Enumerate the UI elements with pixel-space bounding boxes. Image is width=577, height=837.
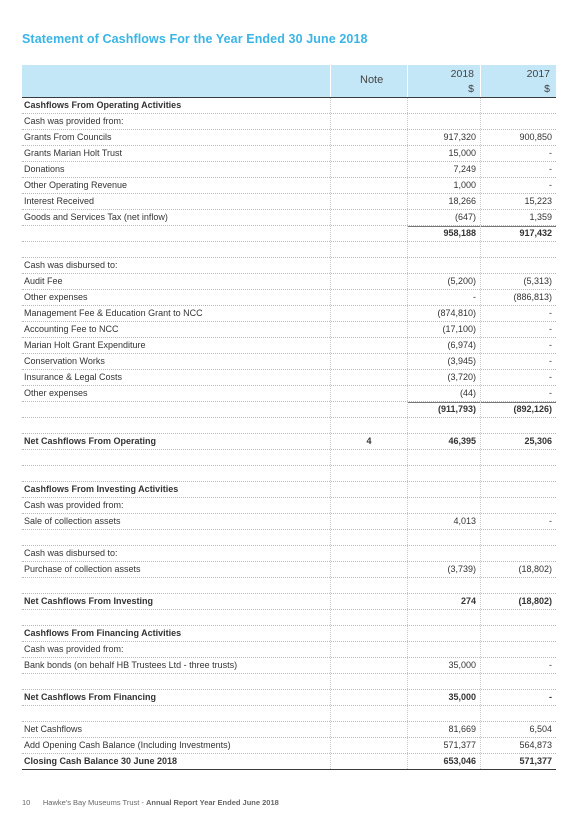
row-value-2017: 900,850 xyxy=(519,132,552,142)
table-row xyxy=(22,418,556,434)
row-value-2018 xyxy=(408,610,476,625)
row-value-2017: 564,873 xyxy=(519,740,552,750)
table-row xyxy=(22,178,556,194)
row-label: Cash was disbursed to: xyxy=(24,548,118,558)
row-value-2017 xyxy=(481,642,552,657)
row-value-2017: - xyxy=(549,692,552,702)
row-value-2017: - xyxy=(549,180,552,190)
row-note xyxy=(334,514,404,529)
row-note xyxy=(334,722,404,737)
table-row xyxy=(22,370,556,386)
row-label: Cash was provided from: xyxy=(24,644,124,654)
row-label: Goods and Services Tax (net inflow) xyxy=(24,212,168,222)
table-row xyxy=(22,610,556,626)
row-note xyxy=(334,530,404,545)
header-note: Note xyxy=(360,74,384,86)
table-row xyxy=(22,434,556,450)
row-value-2018: 917,320 xyxy=(443,132,476,142)
row-note xyxy=(334,546,404,561)
row-value-2017 xyxy=(481,258,552,273)
table-row xyxy=(22,498,556,514)
table-row xyxy=(22,210,556,226)
table-header xyxy=(22,65,556,98)
row-note xyxy=(334,402,404,417)
row-label xyxy=(24,466,329,481)
table-row xyxy=(22,194,556,210)
row-note xyxy=(334,738,404,753)
row-value-2017: - xyxy=(549,372,552,382)
table-row xyxy=(22,578,556,594)
row-label: Other expenses xyxy=(24,292,88,302)
row-note xyxy=(334,754,404,769)
table-row xyxy=(22,642,556,658)
row-label: Management Fee & Education Grant to NCC xyxy=(24,308,203,318)
row-value-2018 xyxy=(408,242,476,257)
page-number: 10 xyxy=(22,798,31,807)
row-note xyxy=(334,258,404,273)
row-label xyxy=(24,578,329,593)
row-label: Net Cashflows From Financing xyxy=(24,692,157,702)
row-value-2017 xyxy=(481,498,552,513)
row-label: Cashflows From Financing Activities xyxy=(24,628,182,638)
row-note xyxy=(334,386,404,401)
table-row xyxy=(22,274,556,290)
row-label: Donations xyxy=(24,164,65,174)
row-value-2017 xyxy=(481,546,552,561)
row-label: Grants From Councils xyxy=(24,132,112,142)
row-note xyxy=(334,498,404,513)
row-note xyxy=(334,482,404,497)
row-value-2018: 1,000 xyxy=(453,180,476,190)
row-value-2018: 46,395 xyxy=(448,436,476,446)
table-row xyxy=(22,482,556,498)
table-row xyxy=(22,242,556,258)
row-label: Sale of collection assets xyxy=(24,516,121,526)
row-value-2017 xyxy=(481,530,552,545)
row-note xyxy=(334,242,404,257)
table-row xyxy=(22,594,556,610)
row-label: Other expenses xyxy=(24,388,88,398)
row-label: Insurance & Legal Costs xyxy=(24,372,123,382)
row-note xyxy=(334,562,404,577)
row-note xyxy=(334,626,404,641)
row-label: Marian Holt Grant Expenditure xyxy=(24,340,146,350)
row-value-2017: (886,813) xyxy=(513,292,552,302)
row-value-2018: (911,793) xyxy=(437,404,476,414)
table-row xyxy=(22,514,556,530)
table-row xyxy=(22,530,556,546)
table-row xyxy=(22,738,556,754)
table-row xyxy=(22,114,556,130)
row-value-2018: 18,266 xyxy=(448,196,476,206)
row-note xyxy=(334,194,404,209)
row-value-2017 xyxy=(481,578,552,593)
row-value-2018 xyxy=(408,546,476,561)
row-value-2018: (874,810) xyxy=(437,308,476,318)
row-value-2018: 653,046 xyxy=(443,756,476,766)
row-note xyxy=(334,706,404,721)
row-note xyxy=(334,162,404,177)
table-row xyxy=(22,402,556,418)
row-value-2017: 6,504 xyxy=(529,724,552,734)
row-value-2017: 571,377 xyxy=(519,756,552,766)
row-note xyxy=(334,658,404,673)
row-label: Closing Cash Balance 30 June 2018 xyxy=(24,756,178,766)
row-value-2017: - xyxy=(549,308,552,318)
row-value-2018: 274 xyxy=(460,596,476,606)
row-value-2018: - xyxy=(473,292,476,302)
row-label: Accounting Fee to NCC xyxy=(24,324,119,334)
row-value-2018 xyxy=(408,450,476,465)
footer-report: Annual Report Year Ended June 2018 xyxy=(146,798,279,807)
header-currency-2017: $ xyxy=(544,83,550,95)
table-row xyxy=(22,146,556,162)
row-value-2018 xyxy=(408,674,476,689)
row-label: Interest Received xyxy=(24,196,95,206)
row-value-2018: (3,720) xyxy=(447,372,476,382)
row-note xyxy=(334,338,404,353)
table-row xyxy=(22,306,556,322)
row-label: Add Opening Cash Balance (Including Investments) xyxy=(24,740,231,750)
row-label: Cashflows From Investing Activities xyxy=(24,484,179,494)
header-2018: 2018 xyxy=(450,68,474,80)
row-value-2018: (647) xyxy=(454,212,476,222)
row-value-2018 xyxy=(408,114,476,129)
row-value-2018 xyxy=(408,642,476,657)
row-value-2018: 35,000 xyxy=(448,692,476,702)
row-value-2017 xyxy=(481,418,552,433)
row-value-2018: 4,013 xyxy=(453,516,476,526)
row-value-2017: 1,359 xyxy=(529,212,552,222)
row-value-2018: 15,000 xyxy=(448,148,476,158)
row-note xyxy=(334,226,404,241)
row-note xyxy=(334,114,404,129)
row-value-2017: - xyxy=(549,356,552,366)
table-row xyxy=(22,226,556,242)
row-value-2017: - xyxy=(549,660,552,670)
row-note xyxy=(334,306,404,321)
table-row xyxy=(22,674,556,690)
row-label xyxy=(24,674,329,689)
table-row xyxy=(22,162,556,178)
row-value-2017 xyxy=(481,98,552,113)
row-value-2018: (44) xyxy=(459,388,476,398)
row-label: Net Cashflows xyxy=(24,724,83,734)
row-label xyxy=(24,242,329,257)
row-note xyxy=(334,370,404,385)
footer-org: Hawke's Bay Museums Trust - xyxy=(42,798,144,807)
row-note xyxy=(334,146,404,161)
row-value-2018 xyxy=(408,418,476,433)
cashflow-table xyxy=(22,65,556,770)
row-value-2018 xyxy=(408,626,476,641)
table-row xyxy=(22,546,556,562)
row-label xyxy=(24,530,329,545)
table-row xyxy=(22,130,556,146)
row-value-2017 xyxy=(481,450,552,465)
table-row xyxy=(22,466,556,482)
header-2017: 2017 xyxy=(526,68,550,80)
row-label: Bank bonds (on behalf HB Trustees Ltd - three trusts) xyxy=(24,660,238,670)
table-row xyxy=(22,562,556,578)
row-note xyxy=(334,418,404,433)
row-value-2018 xyxy=(408,98,476,113)
table-row xyxy=(22,626,556,642)
table-row xyxy=(22,322,556,338)
row-note xyxy=(334,610,404,625)
row-value-2018 xyxy=(408,482,476,497)
row-value-2018: 958,188 xyxy=(443,228,476,238)
row-value-2018 xyxy=(408,578,476,593)
row-note xyxy=(334,594,404,609)
row-label: Net Cashflows From Operating xyxy=(24,436,157,446)
row-value-2018 xyxy=(408,258,476,273)
row-value-2018 xyxy=(408,466,476,481)
row-note xyxy=(334,130,404,145)
row-value-2018: (17,100) xyxy=(442,324,476,334)
row-value-2018: 81,669 xyxy=(448,724,476,734)
row-note xyxy=(334,642,404,657)
row-label: Net Cashflows From Investing xyxy=(24,596,154,606)
table-row xyxy=(22,658,556,674)
row-value-2017: - xyxy=(549,148,552,158)
row-value-2017: - xyxy=(549,388,552,398)
header-currency-2018: $ xyxy=(468,83,474,95)
row-note xyxy=(334,354,404,369)
row-value-2017 xyxy=(481,482,552,497)
row-value-2017: - xyxy=(549,340,552,350)
table-row xyxy=(22,706,556,722)
page-footer xyxy=(22,798,279,807)
table-row xyxy=(22,290,556,306)
row-value-2017: (5,313) xyxy=(523,276,552,286)
row-label xyxy=(24,418,329,433)
table-row xyxy=(22,690,556,706)
row-label xyxy=(24,610,329,625)
row-value-2017: - xyxy=(549,324,552,334)
table-row xyxy=(22,354,556,370)
row-label xyxy=(24,706,329,721)
row-label: Cash was disbursed to: xyxy=(24,260,118,270)
row-label: Cash was provided from: xyxy=(24,116,124,126)
row-label: Cash was provided from: xyxy=(24,500,124,510)
page-title: Statement of Cashflows For the Year Ended 30 June 2018 xyxy=(22,32,368,46)
row-value-2017 xyxy=(481,706,552,721)
row-value-2018: 35,000 xyxy=(448,660,476,670)
row-value-2018: (3,739) xyxy=(447,564,476,574)
row-value-2018 xyxy=(408,498,476,513)
row-value-2017: 25,306 xyxy=(524,436,552,446)
table-row xyxy=(22,754,556,770)
row-value-2017: - xyxy=(549,164,552,174)
table-row xyxy=(22,338,556,354)
row-note xyxy=(334,322,404,337)
row-value-2017: (18,802) xyxy=(518,564,552,574)
row-value-2017 xyxy=(481,674,552,689)
table-row xyxy=(22,258,556,274)
row-note: 4 xyxy=(366,436,372,446)
row-label xyxy=(24,450,329,465)
row-note xyxy=(334,178,404,193)
row-label: Audit Fee xyxy=(24,276,63,286)
row-note xyxy=(334,450,404,465)
table-row xyxy=(22,722,556,738)
table-body xyxy=(22,98,556,770)
table-row xyxy=(22,386,556,402)
table-row xyxy=(22,98,556,114)
row-label xyxy=(24,226,329,241)
row-value-2018 xyxy=(408,706,476,721)
row-label: Cashflows From Operating Activities xyxy=(24,100,182,110)
row-value-2018: (6,974) xyxy=(447,340,476,350)
row-note xyxy=(334,674,404,689)
row-value-2017: 917,432 xyxy=(519,228,552,238)
row-value-2017: 15,223 xyxy=(524,196,552,206)
row-note xyxy=(334,466,404,481)
row-label xyxy=(24,402,329,417)
row-value-2017 xyxy=(481,626,552,641)
row-value-2017: - xyxy=(549,516,552,526)
row-label: Conservation Works xyxy=(24,356,105,366)
row-value-2018: 7,249 xyxy=(453,164,476,174)
row-value-2018: 571,377 xyxy=(443,740,476,750)
row-value-2017 xyxy=(481,610,552,625)
row-label: Purchase of collection assets xyxy=(24,564,141,574)
row-note xyxy=(334,290,404,305)
row-value-2017 xyxy=(481,466,552,481)
row-note xyxy=(334,210,404,225)
row-value-2018: (3,945) xyxy=(447,356,476,366)
row-value-2018 xyxy=(408,530,476,545)
row-note xyxy=(334,578,404,593)
row-label: Grants Marian Holt Trust xyxy=(24,148,123,158)
row-value-2017: (18,802) xyxy=(518,596,552,606)
table-row xyxy=(22,450,556,466)
row-note xyxy=(334,98,404,113)
row-value-2017 xyxy=(481,242,552,257)
row-value-2017 xyxy=(481,114,552,129)
row-note xyxy=(334,690,404,705)
row-value-2017: (892,126) xyxy=(513,404,552,414)
row-value-2018: (5,200) xyxy=(447,276,476,286)
row-note xyxy=(334,274,404,289)
row-label: Other Operating Revenue xyxy=(24,180,128,190)
